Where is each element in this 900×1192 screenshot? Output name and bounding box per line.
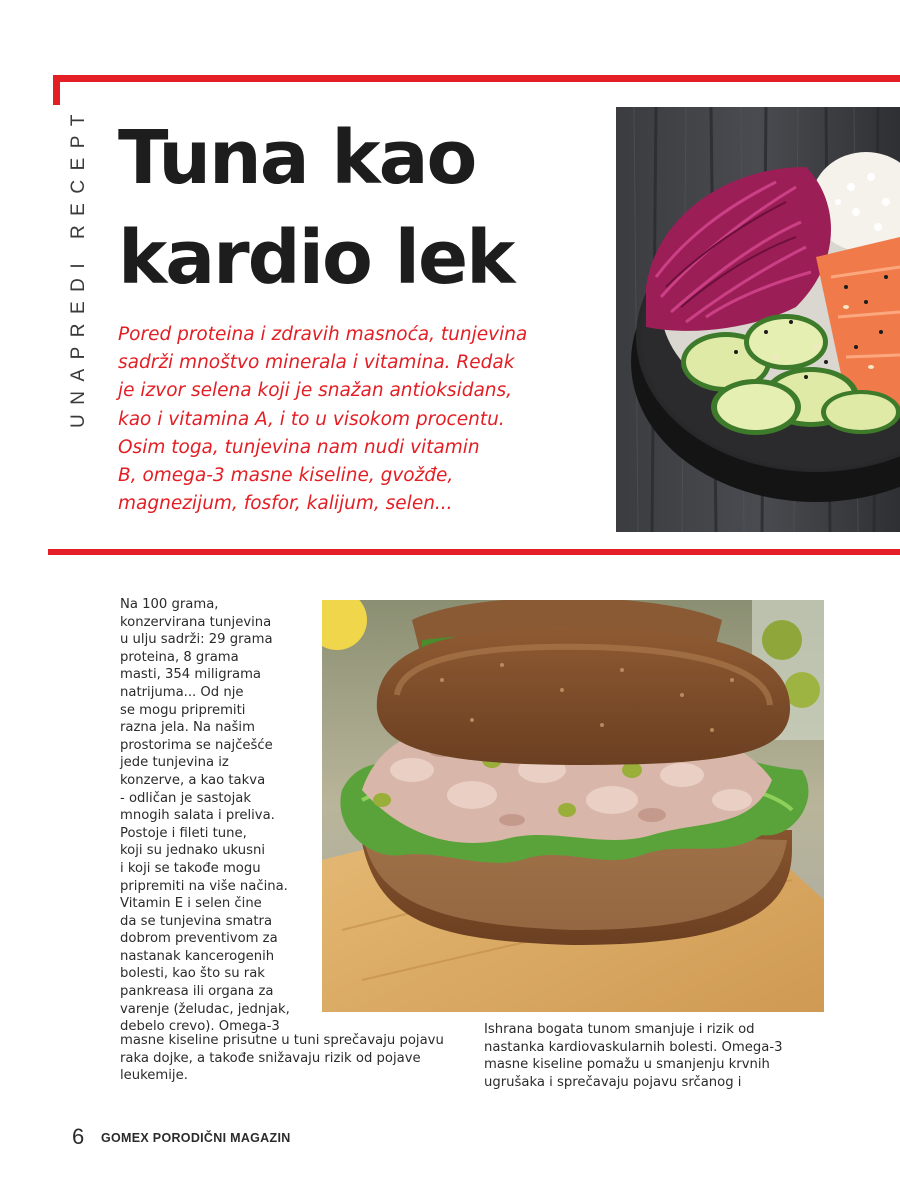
body-line: pripremiti na više načina. (120, 878, 288, 894)
body-line: konzervirana tunjevina (120, 614, 272, 630)
body-line: masti, 354 miligrama (120, 667, 262, 683)
body-line: i koji se takođe mogu (120, 860, 261, 876)
body-line: debelo crevo). Omega-3 (120, 1019, 280, 1035)
top-red-rule (53, 75, 900, 82)
body-line: se mogu pripremiti (120, 702, 246, 718)
top-red-corner (53, 75, 60, 105)
lead-line: kao i vitamina A, i to u visokom procentu. (118, 408, 505, 430)
body-line: natrijuma... Od nje (120, 684, 244, 700)
title-line: Tuna kao (118, 115, 476, 201)
body-line: ugrušaka i sprečavaju pojavu srčanog i (484, 1074, 742, 1090)
body-text-right-column (484, 1021, 834, 1091)
body-line: mnogih salata i preliva. (120, 808, 275, 824)
lead-paragraph (118, 321, 588, 518)
body-line: - odličan je sastojak (120, 790, 252, 806)
body-line: Na 100 grama, (120, 597, 219, 612)
lead-line: sadrži mnoštvo minerala i vitamina. Redak (118, 352, 515, 374)
body-line: pankreasa ili organa za (120, 984, 274, 1000)
body-line: prostorima se najčešće (120, 737, 273, 753)
body-line: konzerve, a kao takva (120, 772, 266, 788)
body-line: u ulju sadrži: 29 grama (120, 632, 273, 648)
body-line: Ishrana bogata tunom smanjuje i rizik od (484, 1022, 755, 1037)
publication-name: GOMEX PORODIČNI MAGAZIN (101, 1131, 291, 1145)
page-number: 6 (72, 1124, 85, 1149)
body-line: proteina, 8 grama (120, 649, 239, 665)
section-label: UNAPREDI RECEPT (68, 104, 89, 428)
body-line: bolesti, kao što su rak (120, 966, 265, 982)
body-line: dobrom preventivom za (120, 931, 278, 947)
body-text-column (120, 596, 310, 1036)
body-line: Vitamin E i selen čine (120, 896, 262, 912)
title-line: kardio lek (118, 215, 514, 301)
lead-line: je izvor selena koji je snažan antioksidans, (118, 380, 513, 402)
body-line: varenje (želudac, jednjak, (120, 1001, 290, 1017)
tuna-sandwich-photo (322, 600, 824, 1012)
article-title (118, 108, 608, 308)
lead-line: magnezijum, fosfor, kalijum, selen... (118, 493, 453, 515)
section-divider (48, 549, 900, 555)
body-line: razna jela. Na našim (120, 720, 255, 736)
body-line: Postoje i fileti tune, (120, 825, 247, 841)
body-line: masne kiseline pomažu u smanjenju krvnih (484, 1057, 770, 1073)
lead-line: Osim toga, tunjevina nam nudi vitamin (118, 436, 480, 458)
body-line: jede tunjevina iz (120, 755, 229, 771)
body-line: leukemije. (120, 1068, 188, 1084)
lead-line: Pored proteina i zdravih masnoća, tunjevina (118, 324, 528, 345)
body-line: nastanak kancerogenih (120, 948, 275, 964)
body-line: raka dojke, a takođe snižavaju rizik od pojave (120, 1050, 421, 1066)
poke-bowl-photo (616, 107, 900, 532)
body-line: da se tunjevina smatra (120, 913, 273, 929)
body-line: masne kiseline prisutne u tuni sprečavaju pojavu (120, 1033, 444, 1048)
body-line: nastanka kardiovaskularnih bolesti. Omega-3 (484, 1039, 783, 1055)
lead-line: B, omega-3 masne kiseline, gvožđe, (118, 465, 454, 487)
body-text-continuation (120, 1032, 470, 1085)
body-line: koji su jednako ukusni (120, 843, 266, 859)
